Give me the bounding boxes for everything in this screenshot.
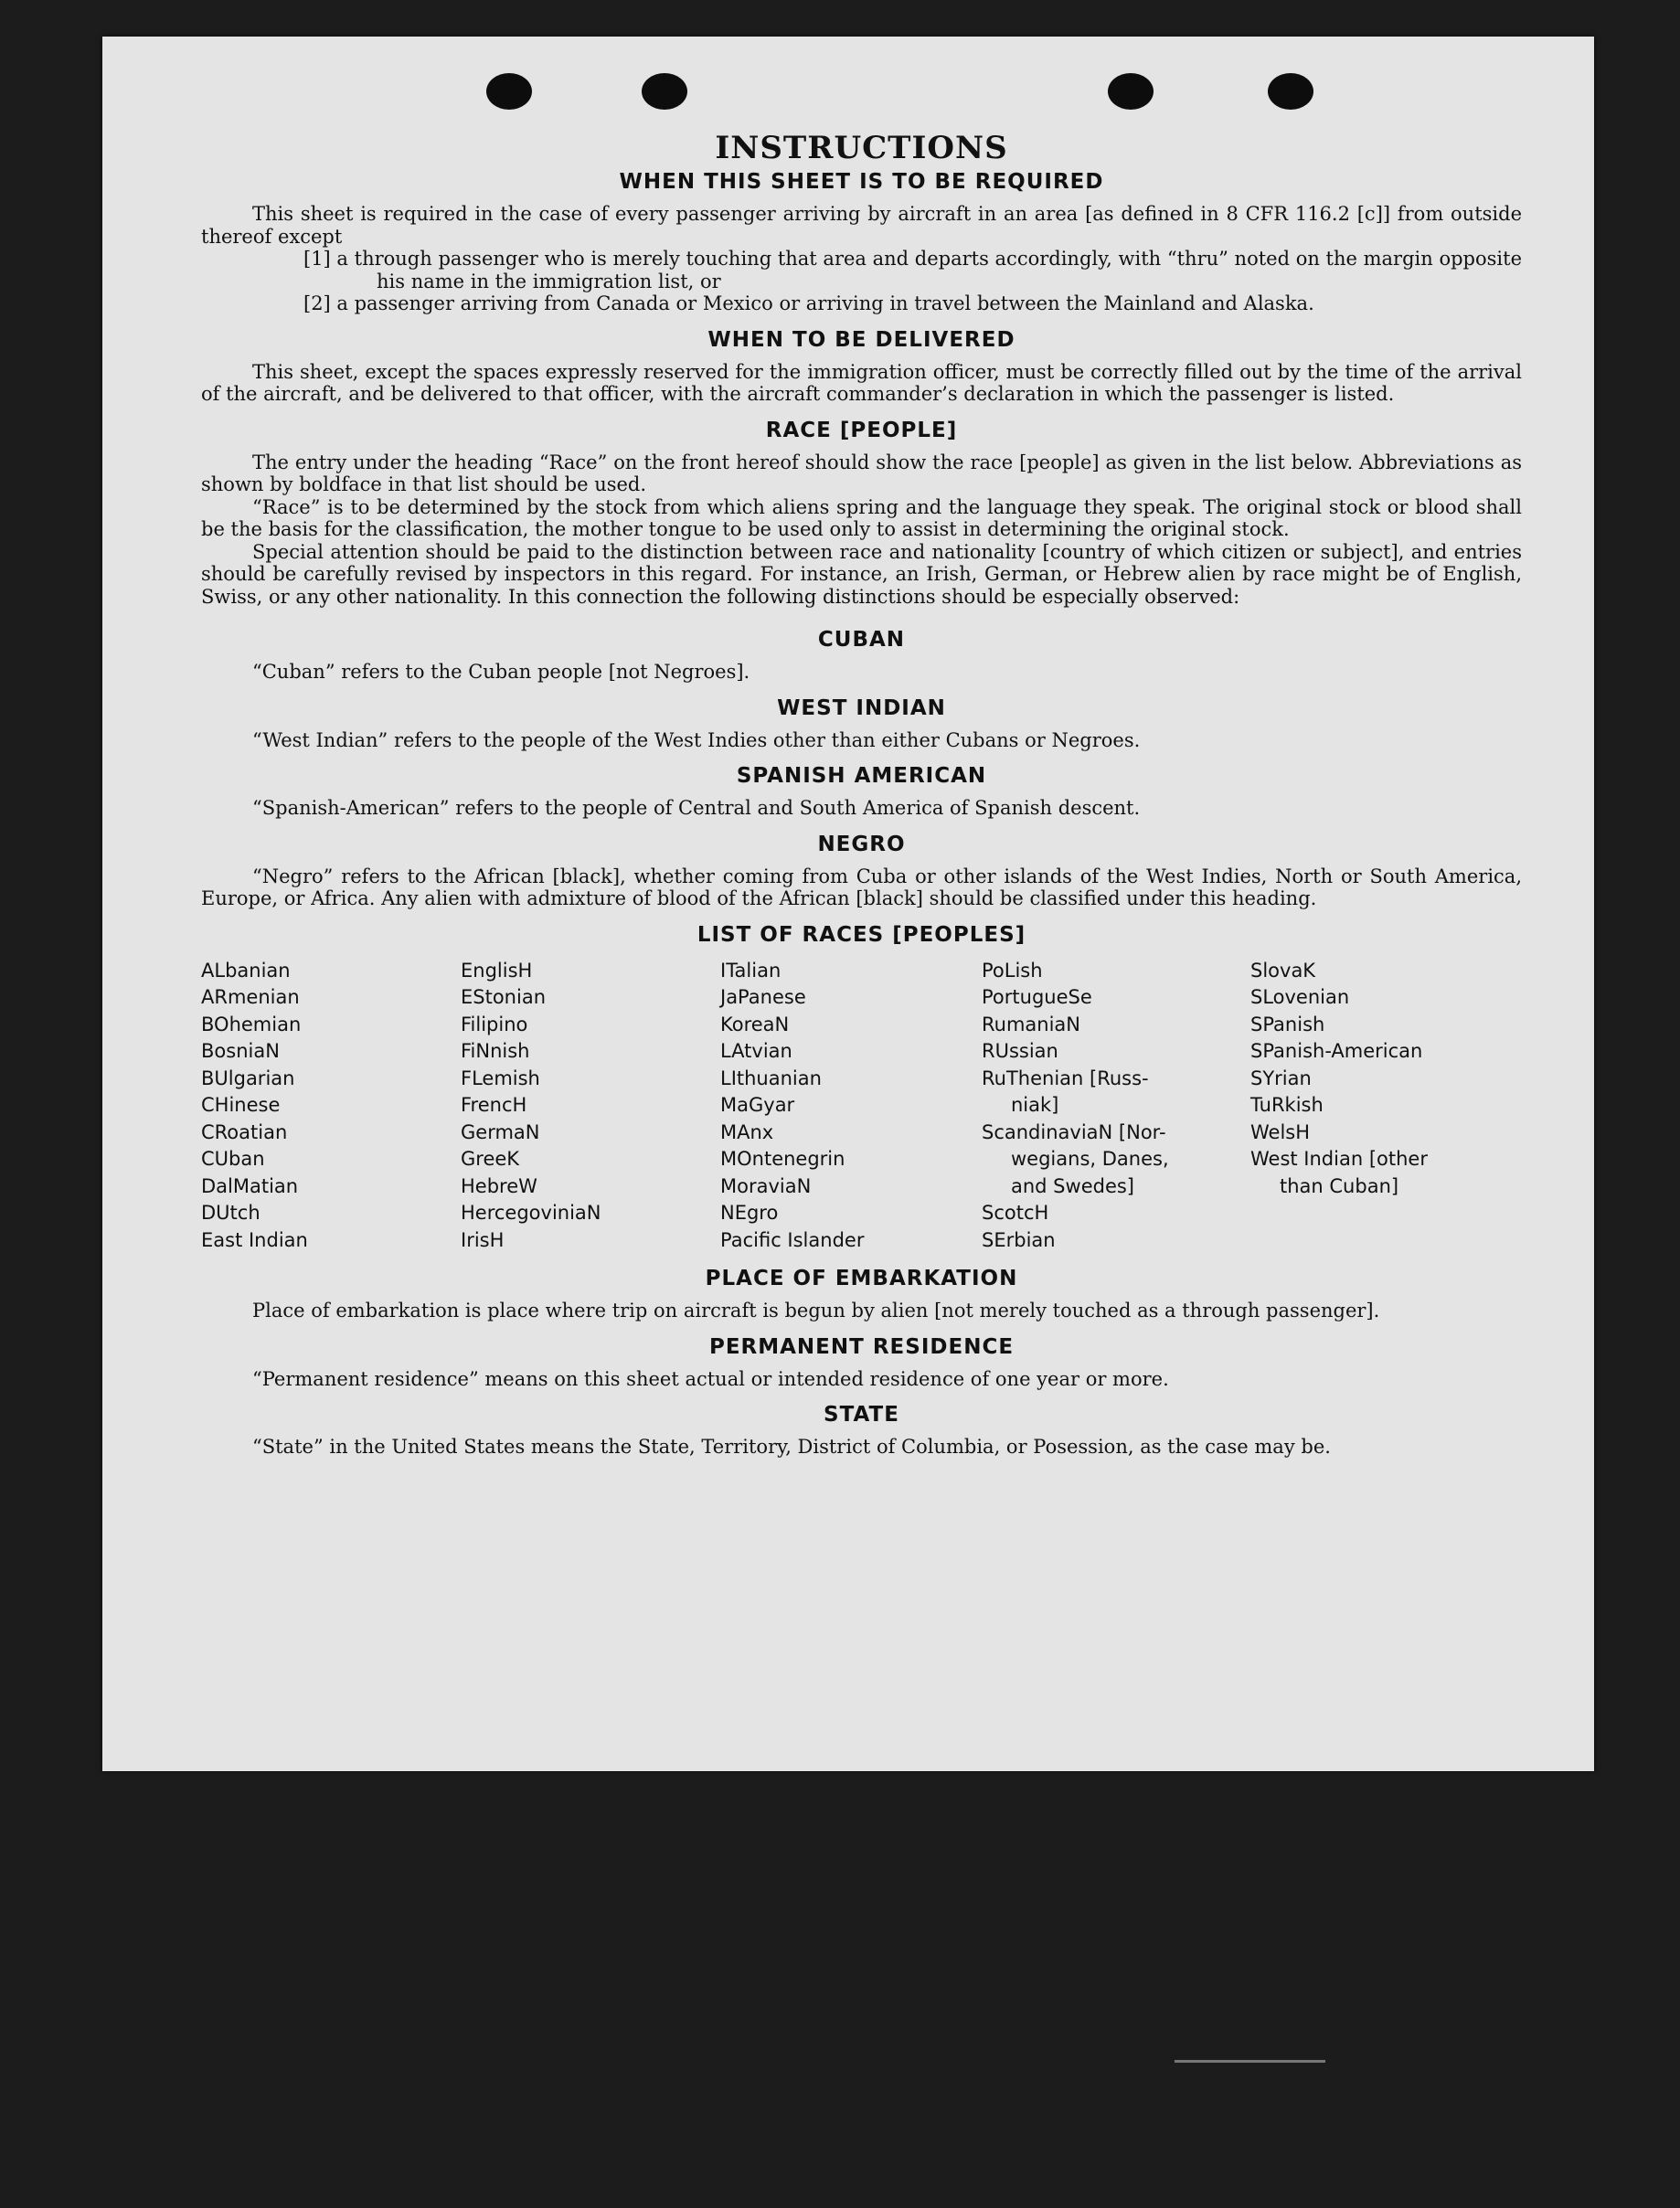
race-entry: ALbanian: [201, 959, 291, 982]
punch-hole: [486, 73, 532, 110]
race-entry-continued: niak]: [1011, 1094, 1059, 1116]
race-entry: EnglisH: [461, 959, 533, 982]
heading-state: STATE: [824, 1403, 899, 1427]
heading-when-delivered: WHEN TO BE DELIVERED: [707, 327, 1015, 352]
when-delivered-text: This sheet, except the spaces expressly reserved for the immigration officer, must be correctly filled out by the time of the arrival of the aircraft, and be delivered to that officer, with the aircraft commander’s declaration in which the passenger is listed.: [201, 360, 1522, 405]
race-entry: IrisH: [461, 1228, 505, 1251]
heading-list-of-races: LIST OF RACES [PEOPLES]: [696, 922, 1026, 947]
race-entry: RUssian: [982, 1040, 1058, 1062]
race-entry-continued: than Cuban]: [1280, 1174, 1399, 1197]
heading-west-indian: WEST INDIAN: [777, 695, 946, 720]
scan-mark: [1175, 2060, 1325, 2063]
spanish-american-text: “Spanish-American” refers to the people of Central and South America of Spanish descent.: [252, 797, 1141, 819]
race-entry: BOhemian: [201, 1013, 302, 1035]
race-entry: MaGyar: [720, 1094, 795, 1116]
race-entry: ScandinaviaN [Nor-: [982, 1120, 1166, 1143]
heading-negro: NEGRO: [817, 832, 906, 856]
race-entry-continued: and Swedes]: [1011, 1174, 1134, 1197]
race-entry: Pacific Islander: [720, 1228, 865, 1251]
race-entry: CHinese: [201, 1094, 281, 1116]
punch-hole: [1268, 73, 1313, 110]
exception-item-2: [2] a passenger arriving from Canada or Mexico or arriving in travel between the Mainland and Alaska.: [303, 292, 1314, 314]
race-entry-continued: wegians, Danes,: [1011, 1148, 1169, 1170]
heading-cuban: CUBAN: [817, 628, 906, 652]
race-entry: GermaN: [461, 1120, 540, 1143]
west-indian-text: “West Indian” refers to the people of the West Indies other than either Cubans or Negroes.: [252, 728, 1141, 751]
race-entry: CUban: [201, 1148, 265, 1170]
race-entry: BosniaN: [201, 1040, 280, 1062]
document-sheet: [102, 37, 1594, 1771]
race-entry: FrencH: [461, 1094, 527, 1116]
race-entry: FiNnish: [461, 1040, 530, 1062]
race-entry: HebreW: [461, 1174, 537, 1197]
race-entry: FLemish: [461, 1067, 540, 1089]
embarkation-text: Place of embarkation is place where trip on aircraft is begun by alien [not merely touched as a through passenger].: [252, 1300, 1380, 1322]
heading-embarkation: PLACE OF EMBARKATION: [705, 1267, 1018, 1290]
page-title: INSTRUCTIONS: [715, 130, 1008, 166]
race-entry: GreeK: [461, 1148, 520, 1170]
state-text: “State” in the United States means the State, Territory, District of Columbia, or Posession, as the case may be.: [252, 1436, 1331, 1458]
race-entry: LIthuanian: [720, 1067, 822, 1089]
race-entry: SPanish: [1250, 1013, 1325, 1035]
race-entry: DalMatian: [201, 1174, 299, 1197]
race-entry: MoraviaN: [720, 1174, 812, 1197]
races-column-5: [1250, 958, 1515, 1255]
race-entry: BUlgarian: [201, 1067, 295, 1089]
race-entry: MOntenegrin: [720, 1148, 845, 1170]
races-column-1: [201, 958, 461, 1255]
punch-hole: [1108, 73, 1154, 110]
race-entry: WelsH: [1250, 1120, 1311, 1143]
when-required-intro: This sheet is required in the case of every passenger arriving by aircraft in an area [as defined in 8 CFR 116.2 [c]] from outside thereof except: [201, 203, 1522, 248]
heading-permanent-residence: PERMANENT RESIDENCE: [708, 1334, 1015, 1359]
race-entry: JaPanese: [720, 986, 806, 1008]
race-entry: East Indian: [201, 1228, 308, 1251]
races-column-3: [720, 958, 982, 1255]
race-entry: MAnx: [720, 1120, 774, 1143]
race-entry: ScotcH: [982, 1202, 1049, 1224]
race-entry: CRoatian: [201, 1120, 288, 1143]
races-list: [201, 958, 1522, 1255]
race-entry: West Indian [other: [1250, 1148, 1428, 1170]
race-entry: TuRkish: [1250, 1094, 1324, 1116]
race-entry: SPanish-American: [1250, 1040, 1423, 1062]
race-entry: PortugueSe: [982, 986, 1092, 1008]
race-entry: DUtch: [201, 1202, 261, 1224]
race-entry: HercegoviniaN: [461, 1202, 601, 1224]
race-paragraph-1: The entry under the heading “Race” on the front hereof should show the race [people] as given in the list below. Abbreviations as shown by boldface in that list should be used.: [201, 451, 1522, 495]
races-column-2: [461, 958, 720, 1255]
negro-text: “Negro” refers to the African [black], whether coming from Cuba or other islands of the West Indies, North or South America, Europe, or Africa. Any alien with admixture of blood of the African [black] should be classified under this heading.: [201, 865, 1522, 909]
race-entry: SLovenian: [1250, 986, 1350, 1008]
race-entry: LAtvian: [720, 1040, 792, 1062]
race-paragraph-2: “Race” is to be determined by the stock from which aliens spring and the language they speak. The original stock or blood shall be the basis for the classification, the mother tongue to be used only to assist in determining the original stock.: [201, 495, 1522, 540]
exception-item-1: [1] a through passenger who is merely touching that area and departs accordingly, with “thru” noted on the margin opposite his name in the immigration list, or: [303, 248, 1522, 292]
race-entry: SErbian: [982, 1228, 1056, 1251]
race-entry: SlovaK: [1250, 959, 1316, 982]
race-entry: PoLish: [982, 959, 1043, 982]
race-entry: ARmenian: [201, 986, 300, 1008]
race-entry: EStonian: [461, 986, 547, 1008]
races-column-4: [982, 958, 1250, 1255]
race-entry: NEgro: [720, 1202, 779, 1224]
race-entry: SYrian: [1250, 1067, 1312, 1089]
race-entry: KoreaN: [720, 1013, 790, 1035]
residence-text: “Permanent residence” means on this sheet actual or intended residence of one year or more.: [252, 1367, 1169, 1390]
heading-race: RACE [PEOPLE]: [765, 418, 958, 442]
heading-spanish-american: SPANISH AMERICAN: [736, 764, 987, 788]
race-entry: RuThenian [Russ-: [982, 1067, 1149, 1089]
heading-when-required: WHEN THIS SHEET IS TO BE REQUIRED: [619, 170, 1104, 194]
punch-hole: [642, 73, 687, 110]
race-entry: RumaniaN: [982, 1013, 1081, 1035]
cuban-text: “Cuban” refers to the Cuban people [not Negroes].: [252, 661, 750, 683]
race-entry: ITalian: [720, 959, 782, 982]
race-entry: Filipino: [461, 1013, 528, 1035]
instructions-content: [201, 130, 1522, 1459]
race-paragraph-3: Special attention should be paid to the distinction between race and nationality [country of which citizen or subject], and entries should be carefully revised by inspectors in this regard. For instance, an Irish, German, or Hebrew alien by race might be of English, Swiss, or any other nationality. In this connection the following distinctions should be especially observed:: [201, 540, 1522, 608]
